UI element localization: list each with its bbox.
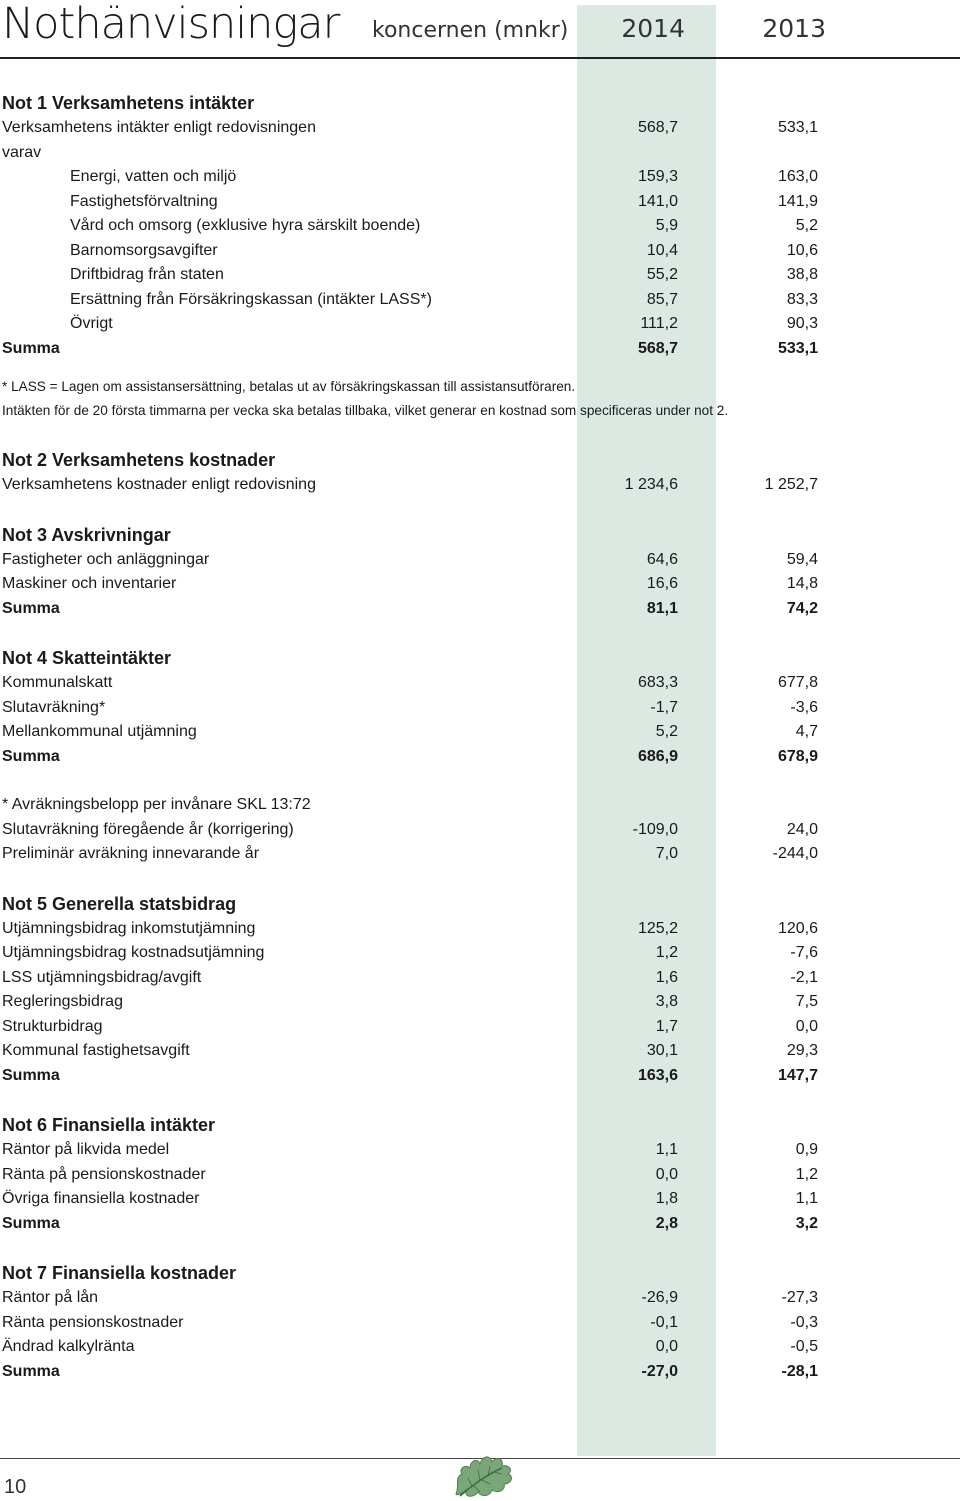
table-row <box>0 288 960 313</box>
value-2013: 120,6 <box>777 919 818 937</box>
row-label: Utjämningsbidrag inkomstutjämning <box>2 919 256 937</box>
value-2013: 90,3 <box>786 315 818 332</box>
value-2014: 1,2 <box>655 944 678 961</box>
footnote: Intäkten för de 20 första timmarna per vecka ska betalas tillbaka, vilket generar en kostnad som specificeras under not 2. <box>2 403 729 418</box>
value-2014: 1,6 <box>655 968 678 986</box>
value-2014: 568,7 <box>637 339 678 357</box>
value-2013: 1,1 <box>795 1190 818 1207</box>
row-label: Barnomsorgsavgifter <box>70 241 218 259</box>
footnote: * LASS = Lagen om assistansersättning, betalas ut av försäkringskassan till assistansutföraren. <box>2 379 576 394</box>
value-2013: 141,9 <box>777 192 818 210</box>
value-2013: 38,8 <box>786 266 818 283</box>
row-label: varav <box>2 143 42 161</box>
row-label: LSS utjämningsbidrag/avgift <box>2 968 202 986</box>
table-row <box>0 116 960 141</box>
value-2014: 64,6 <box>646 550 678 568</box>
row-label: Summa <box>2 1362 60 1380</box>
value-2013: 0,0 <box>795 1017 818 1035</box>
value-2014: 1,8 <box>655 1190 678 1207</box>
header-rule <box>0 57 960 59</box>
row-label: * Avräkningsbelopp per invånare SKL 13:72 <box>2 796 311 813</box>
value-2014: 30,1 <box>646 1042 678 1059</box>
sum-row <box>0 597 960 622</box>
oak-leaf-icon <box>446 1444 526 1501</box>
value-2013: 1 252,7 <box>764 476 818 493</box>
row-label: Kommunal fastighetsavgift <box>2 1042 190 1059</box>
value-2014: 81,1 <box>646 599 678 617</box>
row-label: Ändrad kalkylränta <box>2 1338 135 1355</box>
table-row <box>0 842 960 867</box>
table-row <box>0 263 960 288</box>
row-label: Slutavräkning* <box>2 698 106 716</box>
sum-row <box>0 1064 960 1089</box>
value-2013: 59,4 <box>786 550 818 568</box>
value-2014: 568,7 <box>637 119 678 136</box>
value-2013: 7,5 <box>795 993 818 1010</box>
value-2013: -0,5 <box>790 1338 818 1355</box>
table-row <box>0 696 960 721</box>
value-2013: 5,2 <box>795 217 818 234</box>
value-2014: -26,9 <box>641 1289 678 1306</box>
value-2014: 1,7 <box>655 1017 678 1035</box>
value-2014: 0,0 <box>655 1165 678 1183</box>
page-title: Nothänvisningar <box>2 0 340 49</box>
row-label: Utjämningsbidrag kostnadsutjämning <box>2 944 265 961</box>
value-2013: 10,6 <box>786 241 818 259</box>
page-number: 10 <box>4 1476 27 1498</box>
value-2014: 0,0 <box>655 1338 678 1355</box>
table-row <box>0 572 960 597</box>
value-2014: 125,2 <box>637 919 678 937</box>
value-2013: 83,3 <box>786 290 818 308</box>
value-2014: 7,0 <box>655 845 678 862</box>
row-label: Verksamhetens intäkter enligt redovisningen <box>2 119 316 136</box>
table-row <box>0 818 960 843</box>
table-row <box>0 548 960 573</box>
notes-content <box>0 90 960 1384</box>
value-2014: 5,9 <box>655 217 678 234</box>
table-row <box>0 1335 960 1360</box>
section-title-not2: Not 2 Verksamhetens kostnader <box>2 450 276 470</box>
table-row <box>0 1187 960 1212</box>
table-row <box>0 1039 960 1064</box>
row-label: Maskiner och inventarier <box>2 575 177 592</box>
section-title-not6: Not 6 Finansiella intäkter <box>2 1115 216 1135</box>
table-row <box>0 141 960 166</box>
value-2014: -109,0 <box>632 820 678 838</box>
value-2014: 111,2 <box>640 315 678 332</box>
table-row <box>0 1015 960 1040</box>
value-2013: 4,7 <box>795 723 818 740</box>
value-2013: 1,2 <box>795 1165 818 1183</box>
value-2013: 74,2 <box>786 599 818 617</box>
table-row <box>0 941 960 966</box>
page-subtitle: koncernen (mnkr) <box>372 18 569 43</box>
value-2013: -0,3 <box>790 1313 818 1331</box>
row-label: Summa <box>2 599 60 617</box>
value-2013: 24,0 <box>786 820 818 838</box>
table-row <box>0 190 960 215</box>
value-2014: 1 234,6 <box>624 476 678 493</box>
row-label: Preliminär avräkning innevarande år <box>2 845 260 862</box>
table-row <box>0 239 960 264</box>
value-2013: -244,0 <box>772 845 818 862</box>
row-label: Övrigt <box>70 315 113 332</box>
row-label: Räntor på likvida medel <box>2 1141 170 1158</box>
row-label: Energi, vatten och miljö <box>70 168 237 185</box>
page-header <box>0 0 960 60</box>
section-title-not1: Not 1 Verksamhetens intäkter <box>2 93 255 113</box>
value-2013: 678,9 <box>777 747 818 765</box>
table-row <box>0 1138 960 1163</box>
row-label: Driftbidrag från staten <box>70 266 224 283</box>
value-2014: -1,7 <box>650 698 678 716</box>
table-row <box>0 990 960 1015</box>
value-2013: 29,3 <box>786 1042 818 1059</box>
value-2014: 2,8 <box>655 1214 678 1232</box>
sum-row <box>0 1212 960 1237</box>
row-label: Kommunalskatt <box>2 674 113 691</box>
value-2013: -27,3 <box>781 1289 818 1306</box>
row-label: Verksamhetens kostnader enligt redovisning <box>2 476 316 493</box>
value-2013: 677,8 <box>777 674 818 691</box>
value-2013: 533,1 <box>777 119 818 136</box>
value-2013: -28,1 <box>781 1362 818 1380</box>
table-row <box>0 214 960 239</box>
value-2013: 3,2 <box>795 1214 818 1232</box>
row-label: Fastigheter och anläggningar <box>2 550 210 568</box>
row-label: Ersättning från Försäkringskassan (intäkter LASS*) <box>70 290 432 308</box>
row-label: Regleringsbidrag <box>2 993 123 1010</box>
table-row <box>0 473 960 498</box>
value-2013: -2,1 <box>790 968 818 986</box>
row-label: Slutavräkning föregående år (korrigering) <box>2 820 294 838</box>
table-row <box>0 1163 960 1188</box>
value-2014: -0,1 <box>650 1313 678 1331</box>
table-row <box>0 165 960 190</box>
value-2013: 14,8 <box>786 575 818 592</box>
row-label: Summa <box>2 339 60 357</box>
value-2014: -27,0 <box>641 1362 678 1380</box>
sum-row <box>0 1360 960 1385</box>
sum-row <box>0 337 960 362</box>
section-title-not7: Not 7 Finansiella kostnader <box>2 1263 237 1283</box>
table-row <box>0 671 960 696</box>
section-title-not5: Not 5 Generella statsbidrag <box>2 893 237 914</box>
value-2014: 16,6 <box>646 575 678 592</box>
value-2014: 5,2 <box>655 723 678 740</box>
row-label: Räntor på lån <box>2 1289 99 1306</box>
value-2014: 683,3 <box>637 674 678 691</box>
value-2014: 163,6 <box>637 1066 678 1084</box>
section-title-not3: Not 3 Avskrivningar <box>2 524 171 545</box>
row-label: Summa <box>2 1214 60 1232</box>
row-label: Övriga finansiella kostnader <box>2 1190 200 1207</box>
row-label: Vård och omsorg (exklusive hyra särskilt boende) <box>70 217 421 234</box>
value-2013: 163,0 <box>777 168 818 185</box>
value-2014: 85,7 <box>646 290 678 308</box>
table-row <box>0 966 960 991</box>
row-label: Summa <box>2 1066 60 1084</box>
value-2013: 0,9 <box>795 1141 818 1158</box>
value-2013: 147,7 <box>777 1066 818 1084</box>
value-2013: -7,6 <box>790 944 818 961</box>
value-2014: 3,8 <box>655 993 678 1010</box>
row-label: Fastighetsförvaltning <box>70 192 218 210</box>
row-label: Ränta pensionskostnader <box>2 1313 184 1331</box>
row-label: Mellankommunal utjämning <box>2 723 197 740</box>
column-header-2014: 2014 <box>621 14 685 43</box>
value-2014: 686,9 <box>637 747 678 765</box>
value-2014: 1,1 <box>655 1141 678 1158</box>
subsection-title <box>0 793 960 818</box>
value-2014: 141,0 <box>637 192 678 210</box>
row-label: Strukturbidrag <box>2 1017 103 1035</box>
value-2013: 533,1 <box>777 339 818 357</box>
value-2014: 55,2 <box>646 266 678 283</box>
section-title-not4: Not 4 Skatteintäkter <box>2 648 172 668</box>
table-row <box>0 1311 960 1336</box>
table-row <box>0 312 960 337</box>
sum-row <box>0 745 960 770</box>
column-header-2013: 2013 <box>762 14 826 43</box>
value-2014: 10,4 <box>646 241 678 259</box>
value-2013: -3,6 <box>790 698 818 716</box>
table-row <box>0 1286 960 1311</box>
table-row <box>0 917 960 942</box>
value-2014: 159,3 <box>637 168 678 185</box>
row-label: Ränta på pensionskostnader <box>2 1165 206 1183</box>
table-row <box>0 720 960 745</box>
row-label: Summa <box>2 747 60 765</box>
